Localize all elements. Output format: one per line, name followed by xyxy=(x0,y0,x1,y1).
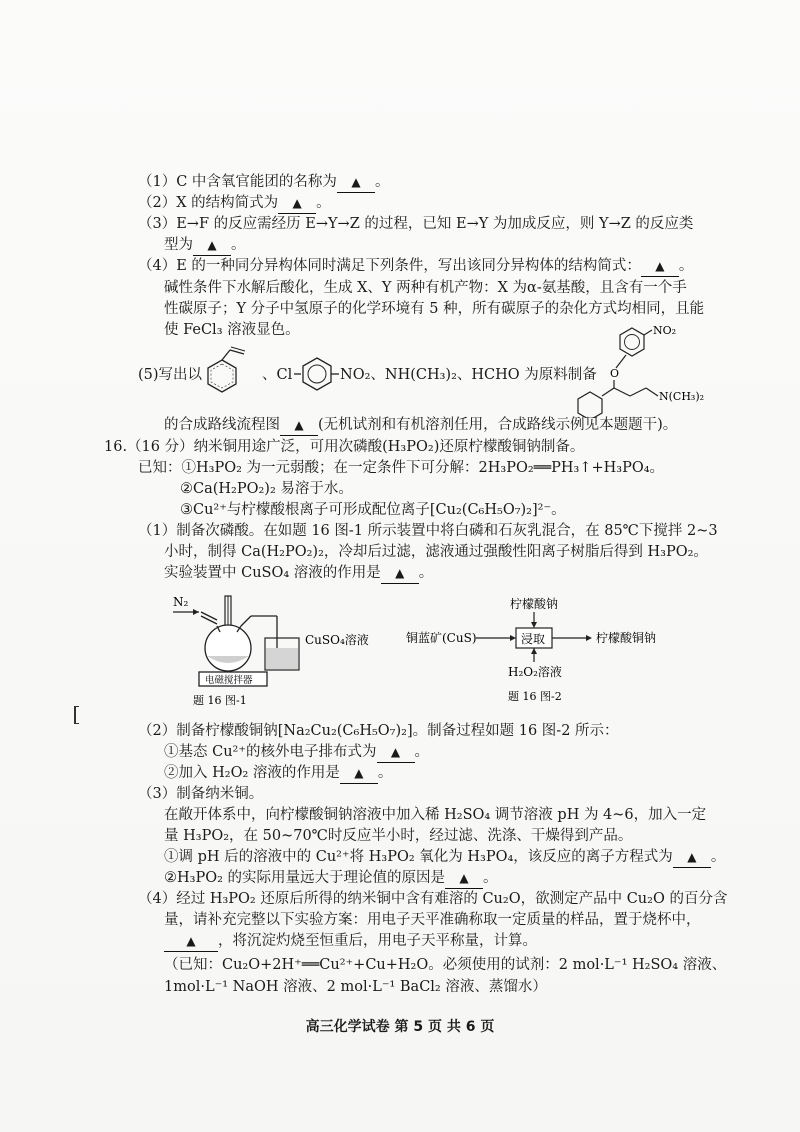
q16-part1-line1: （1）制备次磷酸。在如题 16 图-1 所示装置中将白磷和石灰乳混合，在 85℃下搅拌 2~3 xyxy=(138,523,718,539)
q15-part4-line2: 碱性条件下水解后酸化，生成 X、Y 两种有机产物：X 为α-氨基酸，且含有一个手 xyxy=(164,280,687,296)
q15-part3-line2: 型为 ▲ 。 xyxy=(164,235,246,256)
q16-part2-a: ①基态 Cu²⁺的核外电子排布式为 ▲ 。 xyxy=(164,742,429,763)
q16-part4-line3: ▲ ，将沉淀灼烧至恒重后，用电子天平称量，计算。 xyxy=(164,931,537,952)
answer-blank: ▲ xyxy=(381,563,419,584)
answer-blank: ▲ xyxy=(673,847,711,868)
q16-known-3: ③Cu²⁺与柠檬酸根离子可形成配位离子[Cu₂(C₆H₅O₇)₂]²⁻。 xyxy=(180,502,566,518)
q16-part1-line2: 小时，制得 Ca(H₂PO₂)₂，冷却后过滤，滤液通过强酸性阳离子树脂后得到 H₃PO₂。 xyxy=(164,544,708,560)
answer-blank: ▲ xyxy=(445,868,483,889)
q16-known-2: ②Ca(H₂PO₂)₂ 易溶于水。 xyxy=(180,481,353,497)
q16-part3: （3）制备纳米铜。 xyxy=(138,786,264,802)
page-footer: 高三化学试卷 第 5 页 共 6 页 xyxy=(305,1019,495,1035)
answer-blank: ▲ xyxy=(377,742,415,763)
q16-known-1: 已知：①H₃PO₂ 为一元弱酸；在一定条件下可分解：2H₃PO₂══PH₃↑+H₃PO₄。 xyxy=(138,460,665,476)
svg-text:N(CH₃)₂: N(CH₃)₂ xyxy=(659,390,705,403)
svg-text:N₂: N₂ xyxy=(173,595,189,609)
svg-text:O: O xyxy=(610,367,620,380)
q16-part4-line1: （4）经过 H₃PO₂ 还原后所得的纳米铜中含有难溶的 Cu₂O，欲测定产品中 Cu₂O 的百分含 xyxy=(138,891,728,907)
q15-part4-line3: 性碳原子；Y 分子中氢原子的化学环境有 5 种，所有碳原子的杂化方式均相同，且能 xyxy=(164,301,705,317)
answer-blank: ▲ xyxy=(340,763,378,784)
q16-part3-line4: ②H₃PO₂ 的实际用量远大于理论值的原因是 ▲ 。 xyxy=(164,868,498,889)
styrene-structure xyxy=(200,346,262,398)
q16-part4-line2: 量，请补充完整以下实验方案：用电子天平准确称取一定质量的样品，置于烧杯中， xyxy=(164,912,701,928)
target-molecule-structure xyxy=(560,318,710,418)
svg-text:H₂O₂溶液: H₂O₂溶液 xyxy=(508,665,562,679)
svg-text:柠檬酸铜钠: 柠檬酸铜钠 xyxy=(596,631,657,645)
figure-16-2-flowchart xyxy=(400,596,690,704)
q15-part4-line1: （4）E 的一种同分异构体同时满足下列条件，写出该同分异构体的结构简式： ▲ 。 xyxy=(138,256,693,277)
answer-blank: ▲ xyxy=(278,193,316,214)
svg-text:题 16 图-1: 题 16 图-1 xyxy=(193,694,247,706)
answer-blank: ▲ xyxy=(164,931,218,952)
q15-part1: （1）C 中含氧官能团的名称为 ▲ 。 xyxy=(138,172,389,193)
q15-part4-line4: 使 FeCl₃ 溶液显色。 xyxy=(164,322,300,338)
answer-blank: ▲ xyxy=(641,256,679,277)
svg-text:浸取: 浸取 xyxy=(521,632,546,646)
svg-text:NO₂: NO₂ xyxy=(653,324,677,337)
q16-part3-line3: ①调 pH 后的溶液中的 Cu²⁺将 H₃PO₂ 氧化为 H₃PO₄，该反应的离子方程式为 ▲ 。 xyxy=(164,847,725,868)
q16-part2-b: ②加入 H₂O₂ 溶液的作用是 ▲ 。 xyxy=(164,763,392,784)
chloronitrobenzene-ring xyxy=(294,350,340,398)
svg-text:柠檬酸钠: 柠檬酸钠 xyxy=(510,597,559,611)
q16-part1-line3: 实验装置中 CuSO₄ 溶液的作用是 ▲ 。 xyxy=(164,563,433,584)
q16-part4-line4: （已知：Cu₂O+2H⁺══Cu²⁺+Cu+H₂O。必须使用的试剂：2 mol·L⁻¹ H₂SO₄ 溶液、 xyxy=(164,957,727,973)
q15-part2: （2）X 的结构简式为 ▲ 。 xyxy=(138,193,331,214)
q15-part3-line1: （3）E→F 的反应需经历 E→Y→Z 的过程，已知 E→Y 为加成反应，则 Y→Z 的反应类 xyxy=(138,216,694,232)
q16-part4-line5: 1mol·L⁻¹ NaOH 溶液、2 mol·L⁻¹ BaCl₂ 溶液、蒸馏水） xyxy=(164,979,547,995)
exam-page: （1）C 中含氧官能团的名称为 ▲ 。 （2）X 的结构简式为 ▲ 。 （3）E→F 的反应需经历 E→Y→Z 的过程，已知 E→Y 为加成反应，则 Y→Z 的反应类 型为 ▲ 。 （4）E 的一种同分异构体同时满足下列条件，写出该同分异构体的结构简式： ▲ 。 碱性条件下水解后酸化，生成 X、Y 两种有机产物：X 为α-氨基酸，且含有一个手 性碳原子；Y 分子中氢原子的化学环境有 5 种，所有碳原子的杂化方式均相同，且能 使 FeCl₃ 溶液显色。 (5)写出以 、Cl NO₂、NH(CH₃)₂、HCHO 为原料制备 NO₂ O N(CH₃)₂ 的合成路线流程图 ▲ (无机试剂和有机溶剂任用，合成路线示例见本题题干)。 16.（16 分）纳米铜用途广泛，可用次磷酸(H₃PO₂)还原柠檬酸铜钠制备。 已知：①H₃PO₂ 为一元弱酸；在一定条件下可分解：2H₃PO₂══PH₃↑+H₃PO₄。 ②Ca(H₂PO₂)₂ 易溶于水。 ③Cu²⁺与柠檬酸根离子可形成配位离子[Cu₂(C₆H₅O₇)₂]²⁻。 （1）制备次磷酸。在如题 16 图-1 所示装置中将白磷和石灰乳混合，在 85℃下搅拌 2~3 小时，制得 Ca(H₂PO₂)₂，冷却后过滤，滤液通过强酸性阳离子树脂后得到 H₃PO₂。 实验装置中 CuSO₄ 溶液的作用是 ▲ 。 N₂ CuSO₄溶液 电磁搅拌器 题 16 图-1 柠檬酸钠 铜蓝矿(CuS) 浸取 柠檬酸铜钠 H₂O₂溶液 题 16 图-2 （2）制备柠檬酸铜钠[Na₂Cu₂(C₆H₅O₇)₂]。制备过程如题 16 图-2 所示： ①基态 Cu²⁺的核外电子排布式为 ▲ 。 ②加入 H₂O₂ 溶液的作用是 ▲ 。 （3）制备纳米铜。 在敞开体系中，向柠檬酸铜钠溶液中加入稀 H₂SO₄ 调节溶液 pH 为 4~6，加入一定 量 H₃PO₂，在 50~70℃时反应半小时，经过滤、洗涤、干燥得到产品。 ①调 pH 后的溶液中的 Cu²⁺将 H₃PO₂ 氧化为 H₃PO₄，该反应的离子方程式为 ▲ 。 ②H₃PO₂ 的实际用量远大于理论值的原因是 ▲ 。 （4）经过 H₃PO₂ 还原后所得的纳米铜中含有难溶的 Cu₂O，欲测定产品中 Cu₂O 的百分含 量，请补充完整以下实验方案：用电子天平准确称取一定质量的样品，置于烧杯中， ▲ ，将沉淀灼烧至恒重后，用电子天平称量，计算。 （已知：Cu₂O+2H⁺══Cu²⁺+Cu+H₂O。必须使用的试剂：2 mol·L⁻¹ H₂SO₄ 溶液、 1mol·L⁻¹ NaOH 溶液、2 mol·L⁻¹ BaCl₂ 溶液、蒸馏水） 高三化学试卷 第 5 页 共 6 页 xyxy=(0,0,800,1132)
q16-part3-line1: 在敞开体系中，向柠檬酸铜钠溶液中加入稀 H₂SO₄ 调节溶液 pH 为 4~6，加入一定 xyxy=(164,807,707,823)
svg-text:CuSO₄溶液: CuSO₄溶液 xyxy=(305,633,369,647)
svg-text:题 16 图-2: 题 16 图-2 xyxy=(508,690,562,703)
answer-blank: ▲ xyxy=(337,172,375,193)
q15-part5-prefix: (5)写出以 xyxy=(138,367,203,383)
answer-blank: ▲ xyxy=(280,415,318,436)
svg-text:电磁搅拌器: 电磁搅拌器 xyxy=(205,675,253,686)
figure-16-1-apparatus xyxy=(165,586,385,706)
q15-part5-end: 的合成路线流程图 ▲ (无机试剂和有机溶剂任用，合成路线示例见本题题干)。 xyxy=(164,415,677,436)
q16-part3-line2: 量 H₃PO₂，在 50~70℃时反应半小时，经过滤、洗涤、干燥得到产品。 xyxy=(164,828,633,844)
q16-title: 16.（16 分）纳米铜用途广泛，可用次磷酸(H₃PO₂)还原柠檬酸铜钠制备。 xyxy=(104,439,585,455)
answer-blank: ▲ xyxy=(193,235,231,256)
svg-text:铜蓝矿(CuS): 铜蓝矿(CuS) xyxy=(406,631,477,645)
q16-part2: （2）制备柠檬酸铜钠[Na₂Cu₂(C₆H₅O₇)₂]。制备过程如题 16 图-2 所示： xyxy=(138,723,619,739)
scan-margin-mark xyxy=(74,706,79,724)
